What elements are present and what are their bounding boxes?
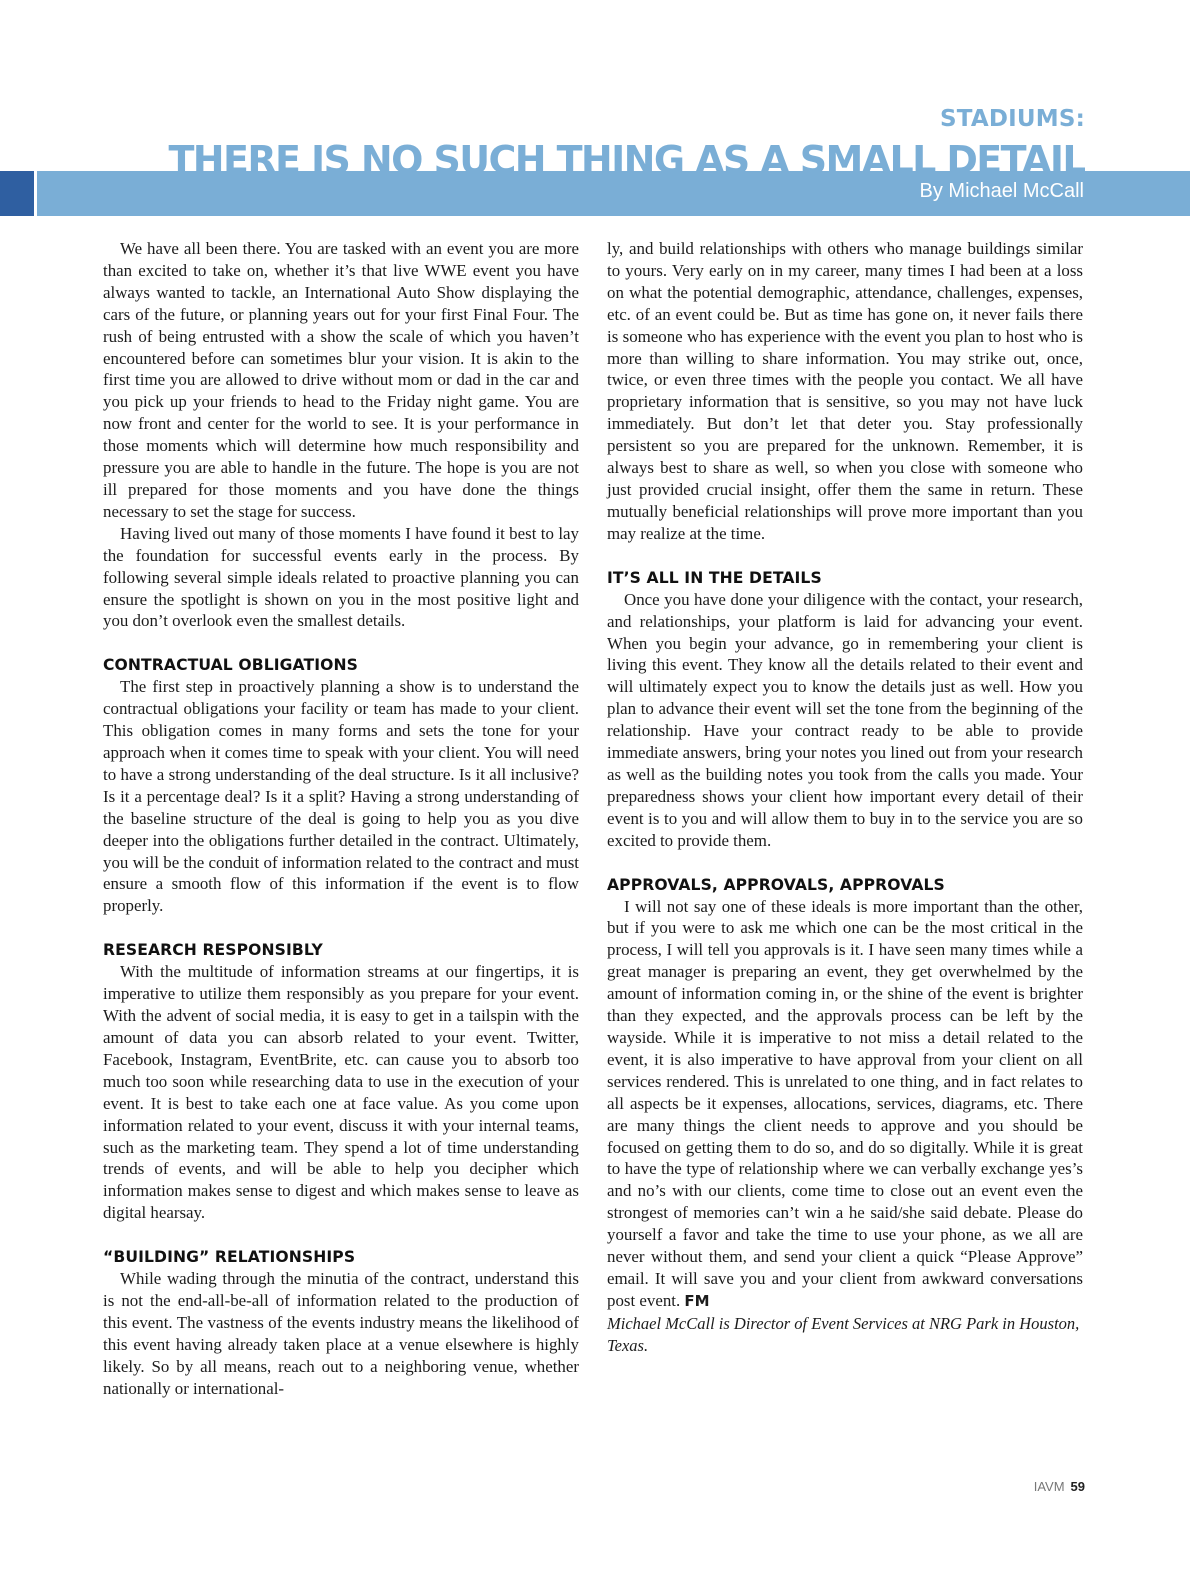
section-body-contractual-obligations: The first step in proactively planning a show is to understand the contractual obligations your facility or team has made to your client. This obligation comes in many forms and sets the tone for your approach when it comes time to speak with your client. You will need to have a strong understanding of the deal structure. Is it all inclusive? Is it a percentage deal? Is it a split? Having a strong understanding of the baseline structure of the deal is going to help you as you dive deeper into the obligations further detailed in the contract. Ultimately, you will be the conduit of information related to the contract and must ensure a smooth flow of this information if the event is to flow properly. xyxy=(103,677,579,916)
article-byline: By Michael McCall xyxy=(919,180,1084,202)
article-column-right xyxy=(607,238,1083,1357)
article-title: THERE IS NO SUCH THING AS A SMALL DETAIL xyxy=(168,138,1085,173)
section-kicker: STADIUMS: xyxy=(939,106,1085,132)
intro-paragraph-1: We have all been there. You are tasked with an event you are more than excited to take on, whether it’s that live WWE event you have always wanted to tackle, an International Auto Show displaying the cars of the future, or planning years out for your first Final Four. The rush of being entrusted with a show the scale of which you haven’t encountered before can sometimes blur your vision. It is akin to the first time you are allowed to drive without mom or dad in the car and you pick up your friends to head to the Friday night game. You are now front and center for the world to see. It is your performance in those moments which will determine how much responsibility and pressure you are able to handle in the future. The hope is you are not ill prepared for those moments and you have done the things necessary to set the stage for success. xyxy=(103,239,579,521)
end-mark: FM xyxy=(684,1291,710,1310)
author-bio: Michael McCall is Director of Event Services at NRG Park in Houston, Texas. xyxy=(607,1313,1080,1355)
section-body-building-relationships-part-2: ly, and build relationships with others who manage buildings similar to yours. Very early on in my career, many times I had been at a loss on what the potential demographic, attendance, challenges, expenses, etc. of an event could be. But as time has gone on, it never fails there is someone who has experience with the event you plan to host who is more than willing to share information. You may strike out, once, twice, or even three times with the people you contact. We all have proprietary information that is sensitive, so you may not have luck immediately. But don’t let that deter you. Stay professionally persistent so you are prepared for the unknown. Remember, it is always best to share as well, so when you close with someone who just provided crucial insight, offer them the same in return. These mutually beneficial relationships will prove more important than you may realize at the time. xyxy=(607,239,1083,543)
section-body-details: Once you have done your diligence with the contact, your research, and relationships, your platform is laid for advancing your event. When you begin your advance, go in remembering your client is living this event. They know all the details related to their event and will ultimately expect you to know the details just as well. How you plan to advance their event will set the tone from the beginning of the relationship. Have your contract ready to be able to provide immediate answers, bring your notes you lined out from your research as well as the building notes you took from the calls you made. Your preparedness shows your client how important every detail of their event is to you and will allow them to buy in to the service you are so excited to provide them. xyxy=(607,589,1083,850)
article-column-left xyxy=(103,238,579,1400)
page-number: 59 xyxy=(1070,1479,1085,1494)
page-footer xyxy=(1034,1479,1085,1494)
section-heading-building-relationships: “BUILDING” RELATIONSHIPS xyxy=(103,1248,356,1267)
header-band-tab xyxy=(0,171,34,216)
section-heading-details: IT’S ALL IN THE DETAILS xyxy=(607,568,822,587)
section-heading-approvals: APPROVALS, APPROVALS, APPROVALS xyxy=(607,875,945,894)
section-body-research-responsibly: With the multitude of information streams at our fingertips, it is imperative to utilize them responsibly as you prepare for your event. With the advent of social media, it is easy to get in a tailspin with the amount of data you can absorb related to your event. Twitter, Facebook, Instagram, EventBrite, etc. can cause you to absorb too much too soon while researching data to use in the execution of your event. It is best to take each one at face value. As you come upon information related to your event, discuss it with your internal teams, such as the marketing team. They spend a lot of time understanding trends of events, and will be able to help you decipher which information makes sense to digest and which makes sense to leave as digital hearsay. xyxy=(103,962,579,1223)
section-body-approvals xyxy=(607,896,1083,1313)
section-heading-contractual-obligations: CONTRACTUAL OBLIGATIONS xyxy=(103,656,358,675)
header-band-divider xyxy=(34,171,37,216)
approvals-text: I will not say one of these ideals is more important than the other, but if you were to ask me which one can be the most critical in the process, I will tell you approvals is it. I have seen many times while a great manager is preparing an event, they get overwhelmed by the amount of information coming in, or the shine of the event is brighter than they expected, and the approvals process can be left by the wayside. While it is imperative to not miss a detail related to the event, it is also imperative to have approval from your client on all services rendered. This is unrelated to one thing, and in fact relates to all aspects be it expenses, allocations, services, diagrams, etc. There are many things the client needs to approve and you should be focused on getting them to do so, and do so digitally. While it is great to have the type of relationship where we can verbally exchange yes’s and no’s with our clients, come time to close out an event even the strongest of memories can’t win a he said/she said debate. Please do yourself a favor and take the time to use your phone, as we all are never without them, and send your client a quick “Please Approve” email. It will save you and your client from awkward conversations post event. xyxy=(607,896,1083,1310)
intro-paragraph-2: Having lived out many of those moments I have found it best to lay the foundation for successful events early in the process. By following several simple ideals related to proactive planning you can ensure the spotlight is shown on you in the most positive light and you don’t overlook even the smallest details. xyxy=(103,523,579,631)
section-body-building-relationships-part-1: While wading through the minutia of the contract, understand this is not the end-all-be-all of information related to the production of this event. The vastness of the events industry means the likelihood of this event having already taken place at a venue elsewhere is highly likely. So by all means, reach out to a neighboring venue, whether nationally or international- xyxy=(103,1269,579,1398)
section-heading-research-responsibly: RESEARCH RESPONSIBLY xyxy=(103,941,323,960)
publication-name: IAVM xyxy=(1033,1479,1065,1494)
